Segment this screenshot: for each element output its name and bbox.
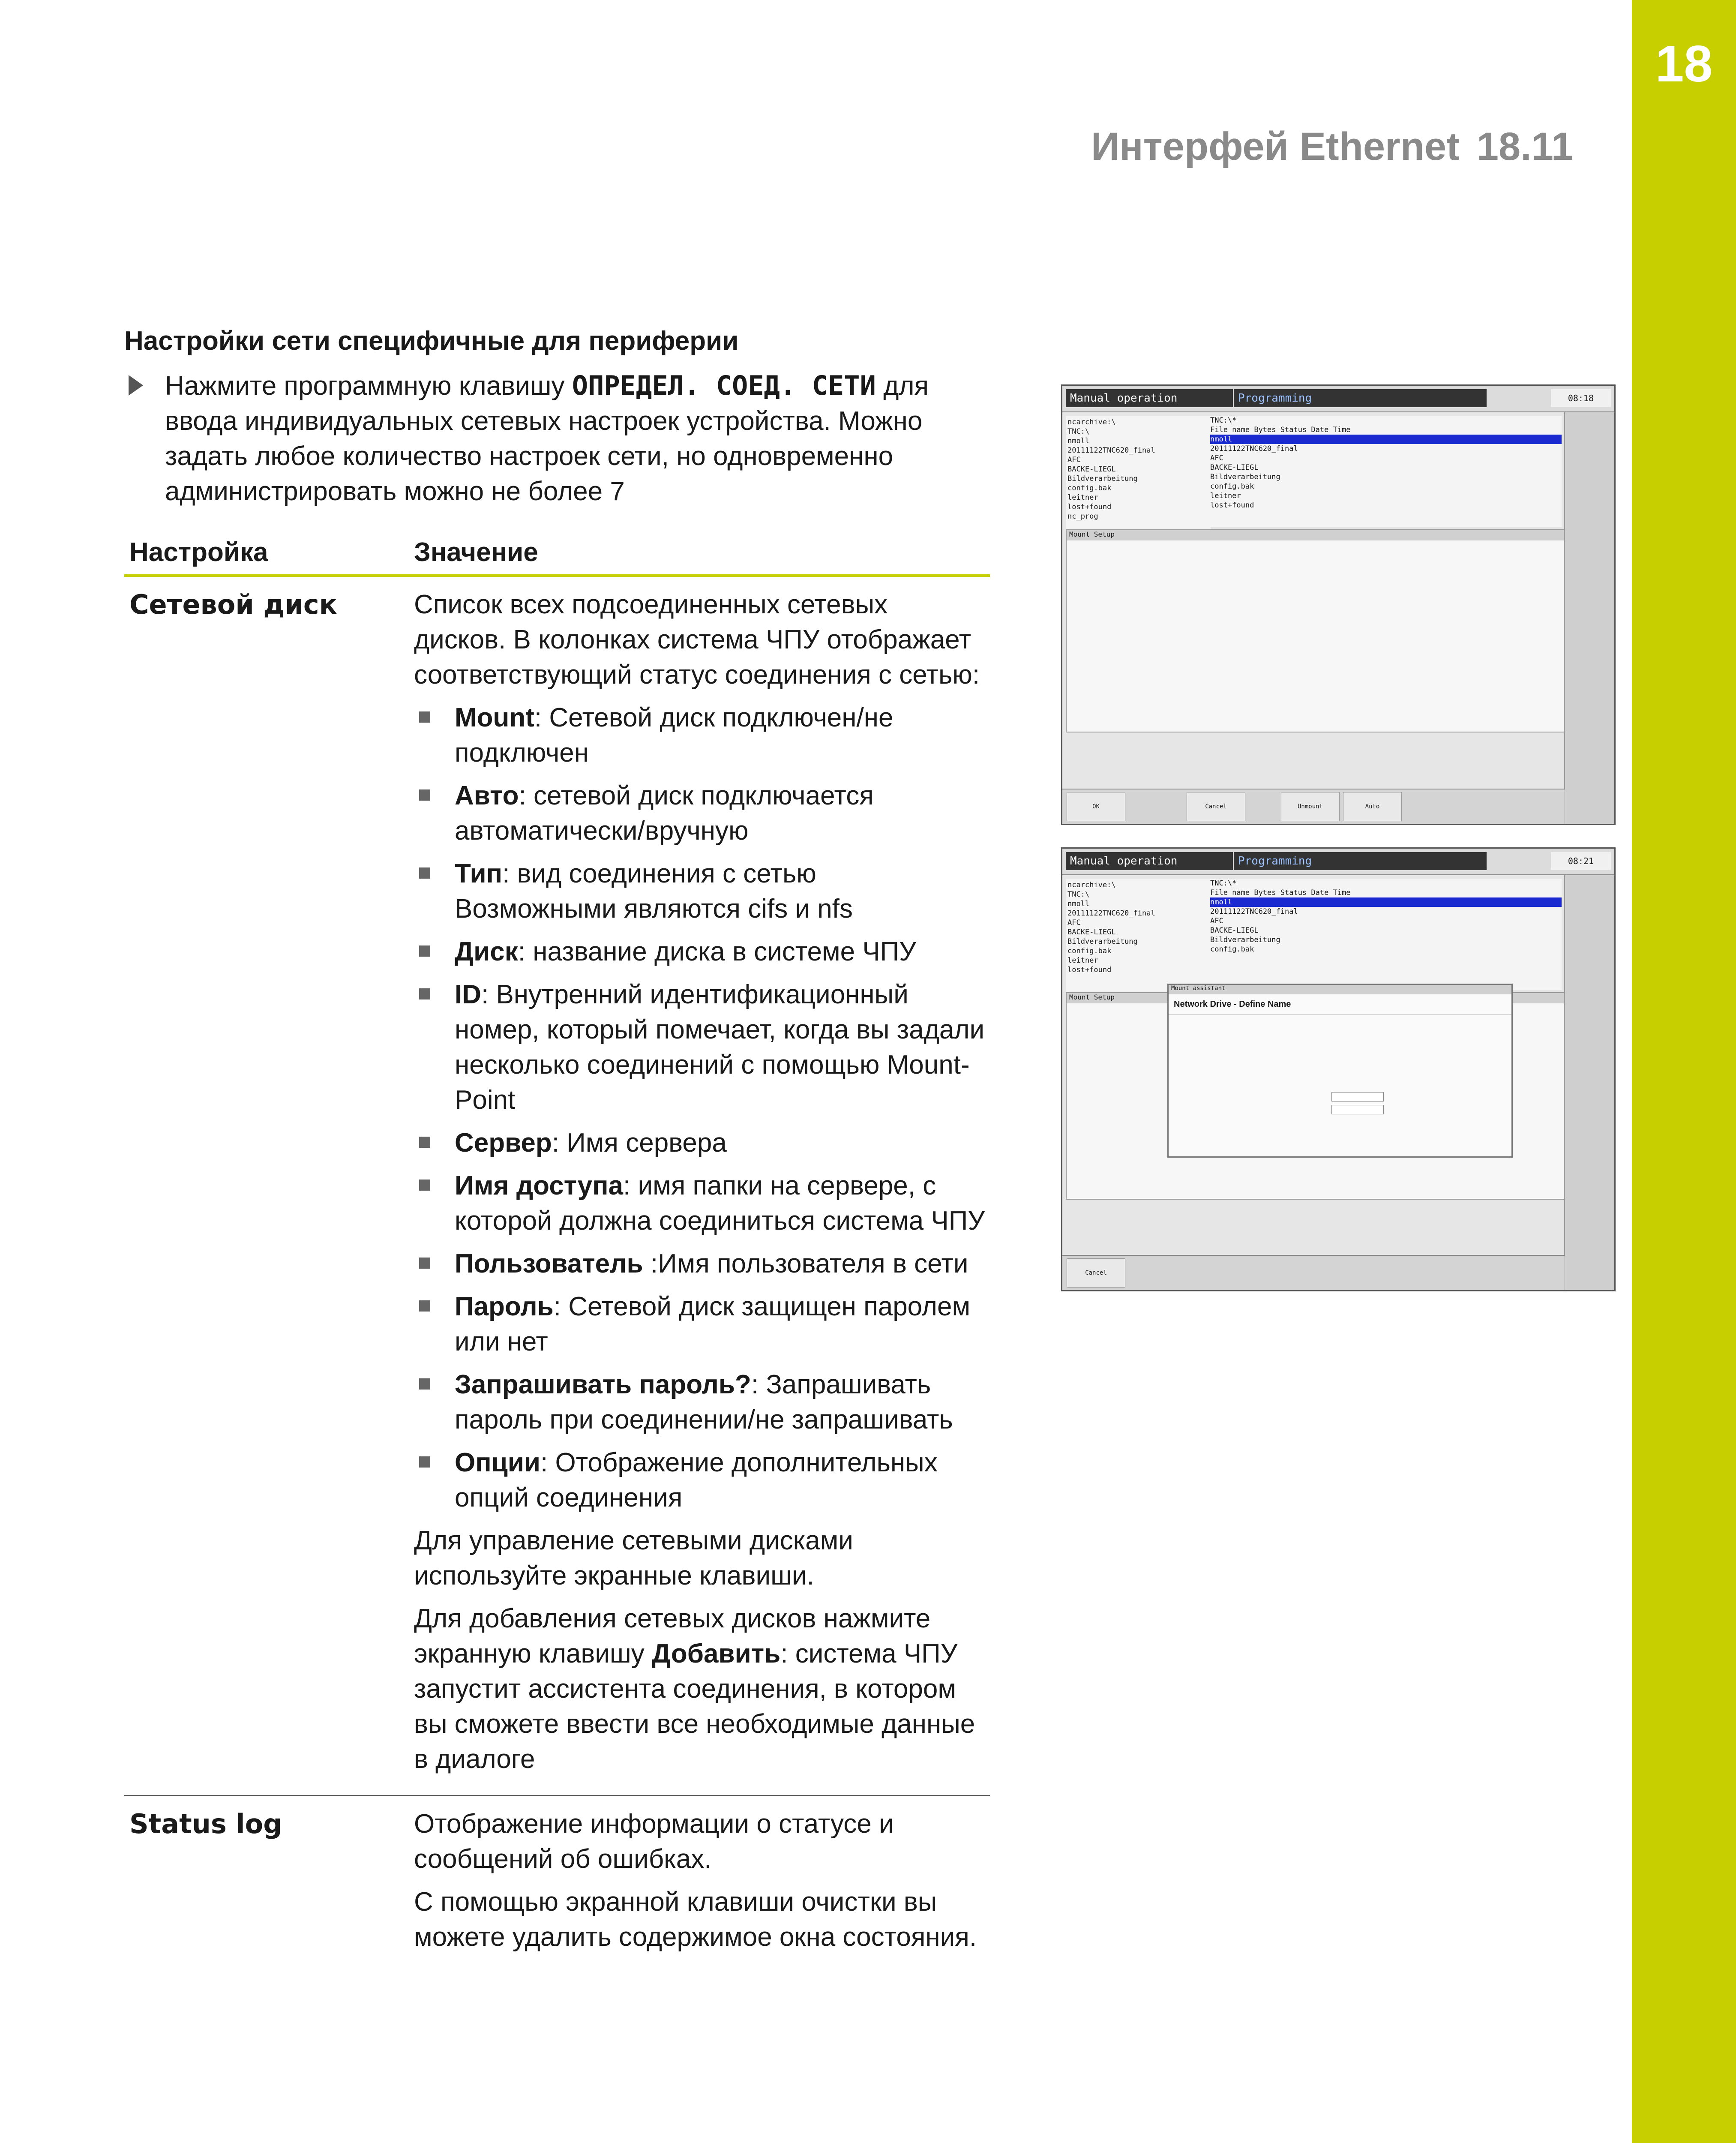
list-item <box>414 700 985 771</box>
file-list-header: File name Bytes Status Date Time <box>1210 888 1351 897</box>
softkey-bar <box>1062 789 1565 824</box>
header-title: Интерфей Ethernet <box>1091 125 1460 168</box>
table-row <box>124 576 990 1796</box>
dialog-title: Mount Setup <box>1067 993 1564 1003</box>
list-term: ID <box>455 980 481 1009</box>
file-list <box>1210 879 1562 990</box>
intro-post: для ввода индивидуальных сетевых настроек устройства. Можно задать любое количество настроек сети, но одновременно администрировать можно не более 7 <box>165 371 929 506</box>
list-term: Сервер <box>455 1128 552 1158</box>
list-term: Тип <box>455 859 503 888</box>
list-text: : вид соединения с сетью Возможными являются cifs и nfs <box>455 859 853 924</box>
tree-item: TNC:\ <box>1067 890 1090 899</box>
tree-item: nmoll <box>1067 437 1090 445</box>
file-list-header: File name Bytes Status Date Time <box>1210 426 1351 434</box>
tree-item: Bildverarbeitung <box>1067 474 1138 483</box>
file-row: Bildverarbeitung <box>1210 473 1280 481</box>
list-item <box>414 1367 985 1438</box>
after2-key: Добавить <box>651 1639 781 1669</box>
file-row: 20111122TNC620_final <box>1210 907 1298 916</box>
mount-setup-dialog <box>1066 529 1565 732</box>
wizard-title: Network Drive - Define Name <box>1169 994 1511 1015</box>
tree-item: Bildverarbeitung <box>1067 937 1138 946</box>
file-row: Bildverarbeitung <box>1210 936 1280 944</box>
list-term: Mount <box>455 703 534 732</box>
settings-table <box>124 531 990 1973</box>
directory-tree <box>1066 879 1211 993</box>
list-item <box>414 977 985 1118</box>
intro-step <box>124 368 990 509</box>
list-term: Пользователь <box>455 1249 643 1279</box>
side-panel <box>1564 875 1614 1290</box>
tree-item: leitner <box>1067 493 1098 502</box>
softkey-cancel[interactable]: Cancel <box>1187 792 1245 821</box>
tree-item: TNC:\ <box>1067 427 1090 436</box>
softkey-auto[interactable]: Auto <box>1343 792 1402 821</box>
screen-header <box>1062 849 1614 875</box>
chapter-number: 18 <box>1655 35 1713 93</box>
column-list <box>414 700 985 1516</box>
list-term: Опции <box>455 1448 541 1477</box>
file-path: TNC:\* <box>1210 416 1237 425</box>
mode-programming: Programming <box>1234 852 1487 870</box>
list-text: : имя папки на сервере, с которой должна соединиться система ЧПУ <box>455 1171 985 1236</box>
file-row: AFC <box>1210 917 1223 925</box>
file-row: leitner <box>1210 492 1241 500</box>
row-key: Status log <box>129 1808 282 1840</box>
list-text: :Имя пользователя в сети <box>643 1249 968 1279</box>
file-row: nmoll <box>1210 897 1562 907</box>
tree-item: AFC <box>1067 918 1081 927</box>
table-header-setting: Настройка <box>124 531 409 576</box>
after2-post: : система ЧПУ запустит ассистента соединения, в котором вы сможете ввести все необходимые данные в диалоге <box>414 1639 975 1774</box>
volume-id-field[interactable] <box>1331 1105 1384 1114</box>
tree-item: ncarchive:\ <box>1067 881 1116 889</box>
row-key: Сетевой диск <box>124 576 409 1796</box>
list-item <box>414 1246 985 1282</box>
row-value <box>409 1796 990 1973</box>
softkey-unmount[interactable]: Unmount <box>1281 792 1340 821</box>
clock: 08:21 <box>1551 852 1611 870</box>
list-term: Пароль <box>455 1292 554 1321</box>
file-row: BACKE-LIEGL <box>1210 463 1259 472</box>
tree-item: lost+found <box>1067 966 1112 974</box>
file-row: config.bak <box>1210 945 1254 954</box>
tree-item: ncarchive:\ <box>1067 418 1116 426</box>
file-row: nmoll <box>1210 435 1562 444</box>
header-section: 18.11 <box>1476 125 1573 168</box>
file-row: config.bak <box>1210 482 1254 491</box>
tree-item: BACKE-LIEGL <box>1067 928 1116 936</box>
dialog-title: Mount Setup <box>1067 530 1564 540</box>
tree-item: 20111122TNC620_final <box>1067 909 1155 918</box>
mount-assistant-wizard <box>1167 984 1513 1158</box>
row-desc: Список всех подсоединенных сетевых дисков. В колонках система ЧПУ отображает соответствующий статус соединения с сетью: <box>414 590 980 690</box>
section-title: Настройки сети специфичные для периферии <box>124 326 739 356</box>
file-row: BACKE-LIEGL <box>1210 926 1259 935</box>
mode-manual: Manual operation <box>1066 852 1233 870</box>
list-term: Запрашивать пароль? <box>455 1370 751 1399</box>
list-term: Имя доступа <box>455 1171 624 1201</box>
row-p1: Отображение информации о статусе и сообщений об ошибках. <box>414 1809 894 1874</box>
chapter-tab <box>1632 0 1736 2143</box>
list-item <box>414 1445 985 1516</box>
directory-tree <box>1066 416 1211 531</box>
mode-programming: Programming <box>1234 389 1487 407</box>
list-text: : Сетевой диск подключен/не подключен <box>455 703 893 768</box>
tree-item: config.bak <box>1067 484 1112 492</box>
after2-pre: Для добавления сетевых дисков нажмите экранную клавишу <box>414 1604 931 1669</box>
row-after-1: Для управление сетевыми дисками используйте экранные клавиши. <box>414 1526 853 1591</box>
file-list <box>1210 416 1562 527</box>
list-term: Авто <box>455 781 519 810</box>
file-row: AFC <box>1210 454 1223 462</box>
clock: 08:18 <box>1551 389 1611 407</box>
tree-item: 20111122TNC620_final <box>1067 446 1155 455</box>
list-text: : Запрашивать пароль при соединении/не запрашивать <box>455 1370 953 1435</box>
list-item <box>414 934 985 969</box>
list-text: : сетевой диск подключается автоматически/вручную <box>455 781 874 846</box>
list-item <box>414 1289 985 1360</box>
tree-item: config.bak <box>1067 947 1112 955</box>
screenshot-mount-assistant <box>1061 847 1616 1291</box>
list-item <box>414 1168 985 1239</box>
list-text: : Внутренний идентификационный номер, который помечает, когда вы задали несколько соединений с помощью Mount-Point <box>455 980 985 1115</box>
row-value <box>409 576 990 1796</box>
tree-item: nmoll <box>1067 900 1090 908</box>
row-after-2 <box>414 1601 985 1777</box>
tree-item: lost+found <box>1067 503 1112 511</box>
tree-item: AFC <box>1067 456 1081 464</box>
tree-item: BACKE-LIEGL <box>1067 465 1116 474</box>
list-text: : Сетевой диск защищен паролем или нет <box>455 1292 971 1357</box>
softkey-bar <box>1062 1255 1565 1290</box>
main-content <box>124 326 990 1973</box>
softkey-ok[interactable]: OK <box>1067 792 1125 821</box>
list-item <box>414 856 985 927</box>
list-item <box>414 1126 985 1161</box>
screenshot-mount-setup <box>1061 384 1616 825</box>
list-term: Диск <box>455 937 518 966</box>
mode-manual: Manual operation <box>1066 389 1233 407</box>
arrow-icon <box>129 375 143 396</box>
list-text: : название диска в системе ЧПУ <box>518 937 916 966</box>
file-path: TNC:\* <box>1210 879 1237 888</box>
intro-softkey: ОПРЕДЕЛ. СОЕД. СЕТИ <box>572 370 876 401</box>
file-row: lost+found <box>1210 501 1254 510</box>
screen-header <box>1062 386 1614 412</box>
drive-name-field[interactable] <box>1331 1092 1384 1102</box>
file-row: 20111122TNC620_final <box>1210 444 1298 453</box>
list-text: : Отображение дополнительных опций соединения <box>455 1448 938 1513</box>
softkey-cancel[interactable]: Cancel <box>1067 1258 1125 1288</box>
row-p2: С помощью экранной клавиши очистки вы можете удалить содержимое окна состояния. <box>414 1887 977 1952</box>
running-header <box>1091 124 1573 169</box>
side-panel <box>1564 412 1614 824</box>
wizard-bar: Mount assistant <box>1169 985 1511 994</box>
list-text: : Имя сервера <box>552 1128 727 1158</box>
list-item <box>414 778 985 849</box>
table-header-value: Значение <box>409 531 990 576</box>
tree-item: leitner <box>1067 956 1098 965</box>
intro-pre: Нажмите программную клавишу <box>165 371 572 401</box>
table-row <box>124 1796 990 1973</box>
tree-item: nc_prog <box>1067 512 1098 521</box>
